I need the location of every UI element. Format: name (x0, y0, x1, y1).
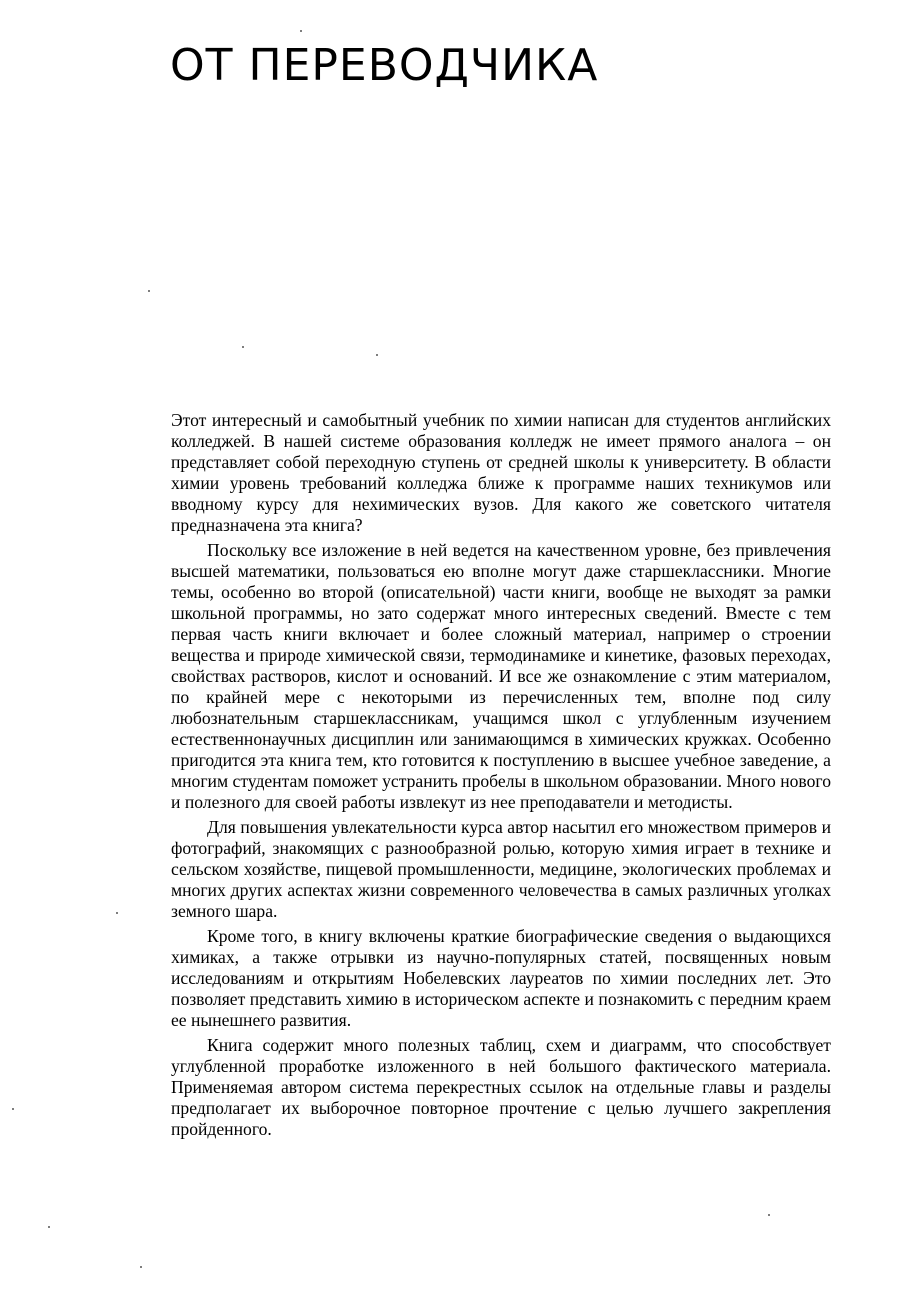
scan-speck (300, 30, 302, 32)
scan-speck (48, 1226, 50, 1228)
paragraph: Этот интересный и самобытный учебник по химии написан для студентов английских колледжей. В нашей системе образования колледж не имеет прямого аналога – он представляет собой переходную ступень от средней школы к университету. В области химии уровень требований колледжа ближе к программе наших техникумов или вводному курсу для нехимических вузов. Для какого же советского читателя предназначена эта книга? (171, 410, 831, 535)
body-text (171, 410, 831, 1144)
scan-speck (148, 290, 150, 292)
paragraph: Кроме того, в книгу включены краткие биографические сведения о выдающихся химиках, а также отрывки из научно-популярных статей, посвященных новым исследованиям и открытиям Нобелевских лауреатов по химии последних лет. Это позволяет представить химию в историческом аспекте и познакомить с передним краем ее нынешнего развития. (171, 926, 831, 1030)
scan-speck (116, 912, 118, 914)
scan-speck (140, 1266, 142, 1268)
paragraph: Поскольку все изложение в ней ведется на качественном уровне, без привлечения высшей математики, пользоваться ею вполне могут даже старшеклассники. Многие темы, особенно во второй (описательной) части книги, вообще не выходят за рамки школьной программы, но зато содержат много интересных сведений. Вместе с тем первая часть книги включает и более сложный материал, например о строении вещества и природе химической связи, термодинамике и кинетике, фазовых переходах, свойствах растворов, кислот и оснований. И все же ознакомление с этим материалом, по крайней мере с некоторыми из перечисленных тем, вполне под силу любознательным старшеклассникам, учащимся школ с углубленным изучением естественнонаучных дисциплин или занимающимся в химических кружках. Особенно пригодится эта книга тем, кто готовится к поступлению в высшее учебное заведение, а многим студентам поможет устранить пробелы в школьном образовании. Много нового и полезного для своей работы извлекут из нее преподаватели и методисты. (171, 540, 831, 812)
scan-speck (12, 1108, 14, 1110)
paragraph: Книга содержит много полезных таблиц, схем и диаграмм, что способствует углубленной проработке изложенного в ней большого фактического материала. Применяемая автором система перекрестных ссылок на отдельные главы и разделы предполагает их выборочное повторное прочтение с целью лучшего закрепления пройденного. (171, 1035, 831, 1139)
scan-speck (768, 1214, 770, 1216)
scan-speck (242, 346, 244, 348)
page-title: ОТ ПЕРЕВОДЧИКА (170, 40, 599, 91)
scan-speck (376, 354, 378, 356)
paragraph: Для повышения увлекательности курса автор насытил его множеством примеров и фотографий, знакомящих с разнообразной ролью, которую химия играет в технике и сельском хозяйстве, пищевой промышленности, медицине, экологических проблемах и многих других аспектах жизни современного человечества в самых различных уголках земного шара. (171, 817, 831, 921)
